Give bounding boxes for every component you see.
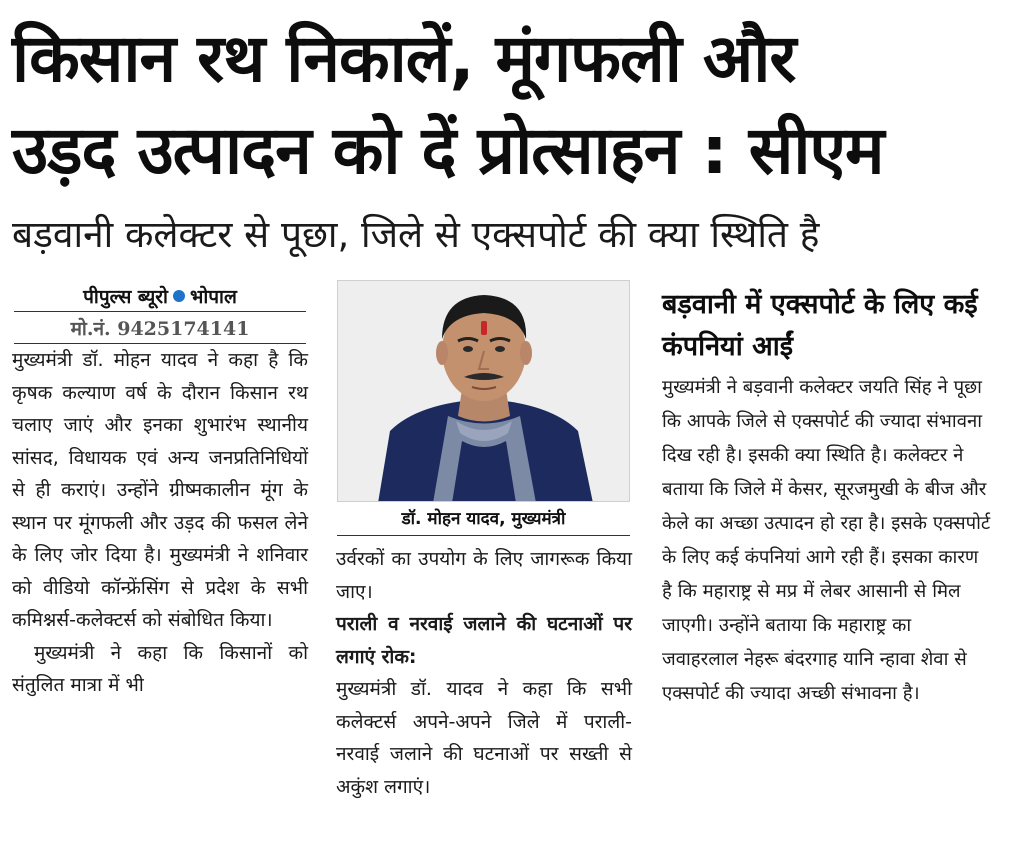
portrait-illustration	[338, 281, 630, 502]
subheadline: बड़वानी कलेक्टर से पूछा, जिले से एक्सपोर्ट की क्या स्थिति है	[12, 213, 820, 256]
column1-paragraph-2: मुख्यमंत्री ने कहा कि किसानों को संतुलित मात्रा में भी	[12, 641, 308, 696]
byline-bureau: पीपुल्स ब्यूरो	[83, 286, 168, 308]
bullet-dot-icon	[173, 290, 185, 302]
photo-caption: डॉ. मोहन यादव, मुख्यमंत्री	[337, 507, 630, 536]
sidebar-body	[662, 371, 992, 711]
byline-mobile: मो.नं. 9425174141	[14, 315, 306, 344]
sidebar-heading: बड़वानी में एक्सपोर्ट के लिए कई कंपनियां आईं	[662, 289, 978, 362]
cm-portrait-photo	[337, 280, 630, 502]
article-column-2	[336, 543, 632, 803]
sidebar-paragraph: मुख्यमंत्री ने बड़वानी कलेक्टर जयति सिंह ने पूछा कि आपके जिले से एक्सपोर्ट की ज्यादा संभावना दिख रही है। इसकी क्या स्थिति है। कलेक्टर ने बताया कि जिले में केसर, सूरजमुखी के बीज और केले का अच्छा उत्पादन हो रहा है। इसके एक्सपोर्ट के लिए कई कंपनियां आगे रही हैं। इसका कारण है कि महाराष्ट्र से मप्र में लेबर आसानी से मिल जाएगी। उन्होंने बताया कि महाराष्ट्र का जवाहरलाल नेहरू बंदरगाह यानि न्हावा शेवा से एक्सपोर्ट की ज्यादा अच्छी संभावना है।	[662, 377, 991, 704]
headline-line-1: किसान रथ निकालें, मूंगफली और	[12, 20, 796, 97]
headline-line-2: उड़द उत्पादन को दें प्रोत्साहन : सीएम	[12, 112, 884, 189]
byline-city: भोपाल	[189, 286, 237, 308]
column1-paragraph-1: मुख्यमंत्री डॉ. मोहन यादव ने कहा है कि कृषक कल्याण वर्ष के दौरान किसान रथ चलाए जाएं और इनका शुभारंभ स्थानीय सांसद, विधायक एवं अन्य जनप्रतिनिधियों से ही कराएं। उन्होंने ग्रीष्मकालीन मूंग के स्थान पर मूंगफली और उड़द की फसल लेने के लिए जोर दिया है। मुख्यमंत्री ने शनिवार को वीडियो कॉन्फ्रेंसिंग से प्रदेश के सभी कमिश्नर्स-कलेक्टर्स को संबोधित किया।	[12, 349, 308, 631]
byline	[14, 283, 306, 312]
column2-paragraph-2: मुख्यमंत्री डॉ. यादव ने कहा कि सभी कलेक्टर्स अपने-अपने जिले में पराली-नरवाई जलाने की घटनाओं पर सख्ती से अकुंश लगाएं।	[336, 678, 632, 798]
column2-paragraph-1: उर्वरकों का उपयोग के लिए जागरूक किया जाए।	[336, 548, 632, 603]
column2-subheading: पराली व नरवाई जलाने की घटनाओं पर लगाएं रोक:	[336, 613, 632, 668]
article-column-1	[12, 344, 308, 702]
